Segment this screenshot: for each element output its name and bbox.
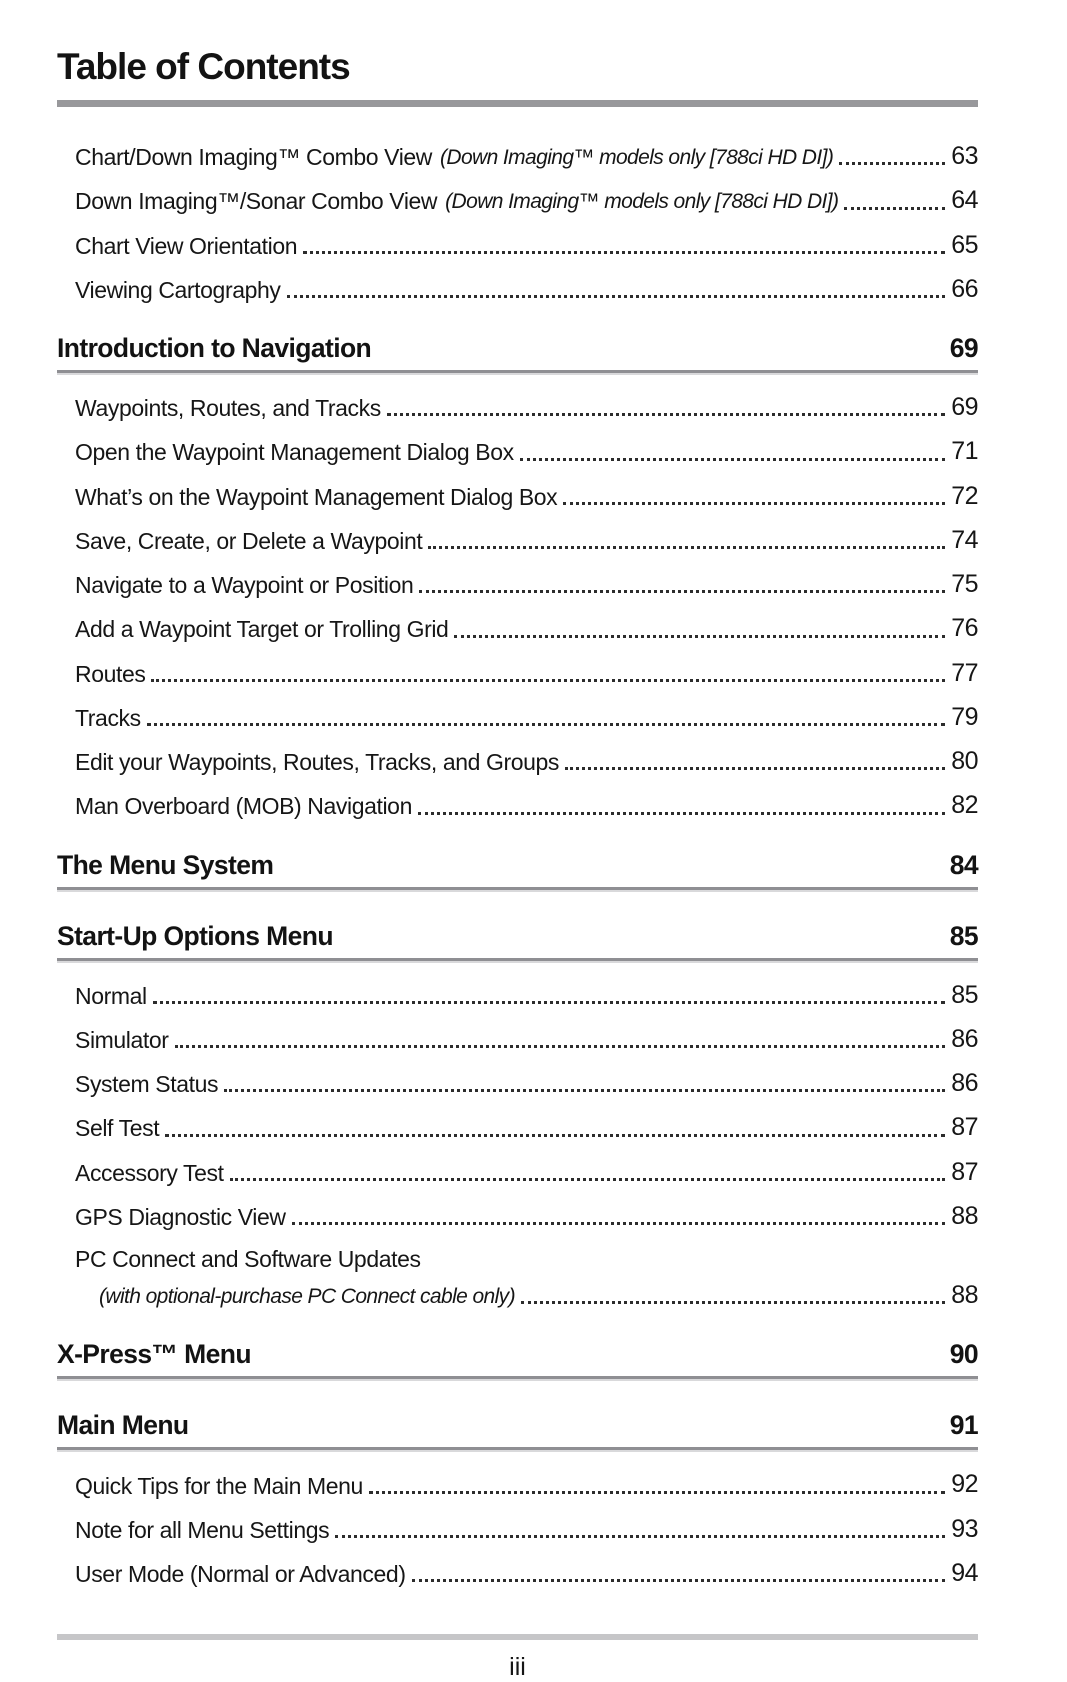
dot-leader — [419, 590, 945, 593]
dot-leader — [153, 1001, 945, 1004]
section-page-number: 84 — [949, 849, 978, 880]
entry-page-number: 88 — [951, 1281, 978, 1310]
toc-entry — [57, 1026, 978, 1052]
dot-leader — [230, 1178, 946, 1181]
toc-entry — [57, 792, 978, 818]
entry-page-number: 85 — [951, 980, 978, 1009]
toc-entry — [57, 527, 978, 553]
section-page-number: 91 — [949, 1410, 978, 1441]
entry-page-number: 93 — [951, 1514, 978, 1543]
entry-label: Add a Waypoint Target or Trolling Grid — [75, 616, 449, 643]
entry-label: Normal — [75, 982, 147, 1009]
entry-page-number: 92 — [951, 1470, 978, 1499]
entry-label: Simulator — [75, 1026, 169, 1053]
toc-entry — [57, 571, 978, 597]
entry-note: (Down Imaging™ models only [788ci HD DI]) — [440, 146, 834, 170]
dot-leader — [418, 812, 945, 815]
dot-leader — [454, 635, 945, 638]
footer-page-number: iii — [509, 1653, 526, 1682]
toc-entry — [57, 1516, 978, 1542]
entry-label: Open the Waypoint Management Dialog Box — [75, 439, 514, 466]
entry-page-number: 79 — [951, 702, 978, 731]
toc-entry — [57, 232, 978, 258]
entry-page-number: 72 — [951, 481, 978, 510]
toc-entry — [57, 438, 978, 464]
entry-label: Chart View Orientation — [75, 232, 298, 259]
dot-leader — [412, 1579, 946, 1582]
dot-leader — [565, 767, 945, 770]
toc-section-heading — [57, 1410, 978, 1450]
toc-section-heading — [57, 1339, 978, 1379]
toc-entry — [57, 660, 978, 686]
entry-label: Chart/Down Imaging™ Combo View — [75, 144, 433, 171]
title-rule — [57, 100, 978, 107]
dot-leader — [520, 458, 945, 461]
entry-label: User Mode (Normal or Advanced) — [75, 1561, 406, 1587]
entry-page-number: 69 — [951, 393, 978, 421]
toc-entry — [57, 276, 978, 302]
section-page-number: 90 — [949, 1339, 978, 1370]
entry-page-number: 63 — [951, 142, 978, 170]
toc-entry — [57, 187, 978, 213]
toc-entry — [57, 394, 978, 420]
section-label: The Menu System — [57, 849, 274, 880]
toc-entry — [57, 1070, 978, 1096]
toc-entry — [57, 615, 978, 641]
toc-entry — [57, 143, 978, 169]
entry-label: Save, Create, or Delete a Waypoint — [75, 527, 423, 554]
section-label: Introduction to Navigation — [57, 333, 372, 363]
entry-label: Quick Tips for the Main Menu — [75, 1472, 363, 1499]
entry-label: Man Overboard (MOB) Navigation — [75, 793, 412, 820]
entry-label: Tracks — [75, 704, 141, 731]
section-label: Start-Up Options Menu — [57, 920, 333, 951]
entry-page-number: 94 — [951, 1558, 978, 1587]
dot-leader — [369, 1491, 945, 1494]
toc-entry — [57, 704, 978, 730]
entry-label: GPS Diagnostic View — [75, 1203, 286, 1230]
entry-label: Navigate to a Waypoint or Position — [75, 572, 414, 599]
dot-leader — [303, 251, 945, 254]
entry-label: System Status — [75, 1071, 219, 1098]
dot-leader — [521, 1301, 945, 1304]
entry-label: Self Test — [75, 1115, 160, 1142]
toc-entry — [57, 1560, 978, 1586]
entry-label: Down Imaging™/Sonar Combo View — [75, 188, 438, 215]
entry-page-number: 76 — [951, 614, 978, 643]
toc-list — [57, 143, 978, 1586]
entry-page-number: 64 — [951, 186, 978, 215]
section-label: X-Press™ Menu — [57, 1339, 251, 1370]
dot-leader — [151, 679, 945, 682]
entry-label: Note for all Menu Settings — [75, 1516, 330, 1543]
dot-leader — [224, 1089, 945, 1092]
entry-page-number: 86 — [951, 1024, 978, 1053]
entry-label: PC Connect and Software Updates — [75, 1246, 421, 1272]
toc-entry — [57, 1114, 978, 1140]
dot-leader — [839, 162, 945, 165]
dot-leader — [563, 502, 945, 505]
entry-label: Routes — [75, 660, 146, 687]
dot-leader — [844, 207, 945, 210]
dot-leader — [335, 1535, 945, 1538]
entry-label: What’s on the Waypoint Management Dialog Box — [75, 483, 558, 510]
entry-page-number: 77 — [951, 658, 978, 687]
entry-continuation-line — [75, 1282, 978, 1308]
toc-entry — [57, 1159, 978, 1185]
footer-rule — [57, 1634, 978, 1640]
entry-page-number: 71 — [951, 437, 978, 466]
entry-page-number: 82 — [951, 791, 978, 820]
section-page-number: 85 — [949, 920, 978, 951]
entry-label: Edit your Waypoints, Routes, Tracks, and Groups — [75, 749, 560, 776]
toc-section-heading — [57, 921, 978, 961]
entry-page-number: 80 — [951, 747, 978, 775]
section-label: Main Menu — [57, 1410, 189, 1441]
entry-label: Accessory Test — [75, 1159, 224, 1186]
entry-page-number: 87 — [951, 1157, 978, 1186]
dot-leader — [147, 723, 945, 726]
dot-leader — [287, 295, 946, 298]
toc-entry-two-line — [57, 1247, 978, 1308]
entry-page-number: 74 — [951, 525, 978, 554]
entry-label: Viewing Cartography — [75, 276, 281, 303]
dot-leader — [175, 1045, 946, 1048]
entry-note: (Down Imaging™ models only [788ci HD DI]) — [445, 190, 839, 214]
dot-leader — [428, 546, 945, 549]
entry-note: (with optional-purchase PC Connect cable only) — [99, 1285, 515, 1309]
dot-leader — [387, 413, 945, 416]
entry-page-number: 86 — [951, 1069, 978, 1097]
toc-entry — [57, 1471, 978, 1497]
toc-entry — [57, 748, 978, 774]
entry-page-number: 65 — [951, 230, 978, 259]
entry-label: Waypoints, Routes, and Tracks — [75, 395, 381, 422]
toc-entry — [57, 982, 978, 1008]
toc-entry — [57, 1203, 978, 1229]
dot-leader — [165, 1134, 945, 1137]
entry-page-number: 87 — [951, 1113, 978, 1142]
toc-section-heading — [57, 333, 978, 373]
entry-page-number: 88 — [951, 1201, 978, 1230]
page-title: Table of Contents — [57, 46, 350, 87]
toc-section-heading — [57, 850, 978, 890]
entry-page-number: 66 — [951, 274, 978, 303]
entry-page-number: 75 — [951, 570, 978, 598]
toc-entry — [57, 483, 978, 509]
dot-leader — [292, 1222, 946, 1225]
section-page-number: 69 — [949, 333, 978, 363]
